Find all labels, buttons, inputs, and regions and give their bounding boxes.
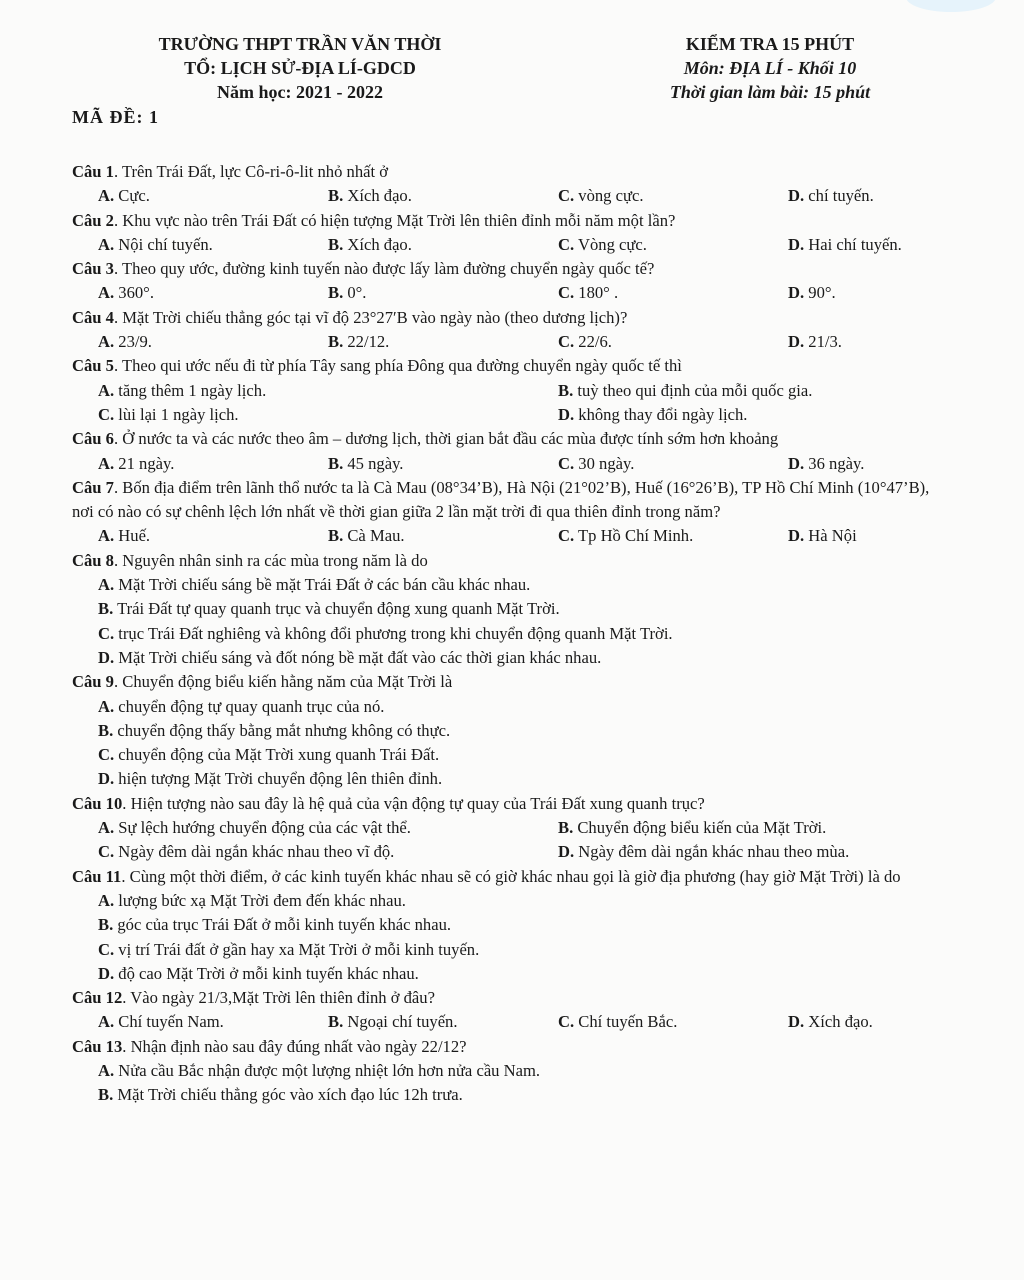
option-text: vị trí Trái đất ở gần hay xa Mặt Trời ở mỗi kinh tuyến. — [114, 939, 480, 959]
question-stem — [72, 670, 952, 694]
exam-duration: Thời gian làm bài: 15 phút — [669, 82, 871, 102]
option-key: A. — [98, 575, 115, 595]
option-key: D. — [558, 404, 575, 424]
question-number: Câu 7 — [72, 477, 114, 497]
option-text: Tp Hồ Chí Minh. — [574, 526, 694, 546]
option-key: C. — [98, 404, 115, 424]
option-key: B. — [328, 186, 344, 206]
option-text: 360°. — [114, 283, 154, 303]
option-key: B. — [328, 526, 344, 546]
corner-watermark — [906, 0, 996, 12]
answer-option[interactable] — [72, 743, 952, 767]
option-key: A. — [98, 234, 115, 254]
option-key: A. — [98, 696, 115, 716]
option-key: B. — [98, 915, 114, 935]
answer-option[interactable] — [98, 524, 150, 548]
question-stem — [72, 1035, 952, 1059]
question-number: Câu 2 — [72, 210, 114, 230]
answer-option[interactable] — [72, 646, 952, 670]
answer-option[interactable] — [328, 184, 412, 208]
answer-option[interactable] — [72, 1059, 952, 1083]
question-stem — [72, 986, 952, 1010]
question-stem — [72, 476, 952, 525]
option-text: độ cao Mặt Trời ở mỗi kinh tuyến khác nhau. — [114, 963, 419, 983]
answer-option[interactable] — [558, 281, 618, 305]
answer-option[interactable] — [72, 1083, 952, 1107]
option-key: B. — [98, 720, 114, 740]
answer-option[interactable] — [98, 184, 150, 208]
option-text: Chuyển động biểu kiến của Mặt Trời. — [573, 818, 827, 838]
exam-title: KIỂM TRA 15 PHÚT — [685, 34, 855, 54]
option-key: A. — [98, 526, 115, 546]
question-item — [72, 354, 952, 427]
school-year: Năm học: 2021 - 2022 — [217, 82, 383, 102]
option-text: Ngoại chí tuyến. — [343, 1012, 458, 1032]
question-text: . Bốn địa điểm trên lãnh thổ nước ta là Cà Mau (08°34’B), Hà Nội (21°02’B), Huế (16°26’B), TP Hồ Chí Minh (10°47’B), nơi có nào có sự chênh lệch lớn nhất về thời gian giữa 2 lần mặt trời đi qua thiên đỉnh trong năm? — [72, 477, 930, 522]
options-row — [72, 524, 952, 548]
answer-option[interactable] — [72, 573, 952, 597]
option-key: A. — [98, 332, 115, 352]
option-text: chuyển động tự quay quanh trục của nó. — [114, 696, 385, 716]
option-key: D. — [788, 453, 805, 473]
option-key: D. — [98, 963, 115, 983]
option-key: D. — [788, 283, 805, 303]
question-text: . Ở nước ta và các nước theo âm – dương lịch, thời gian bắt đầu các mùa được tính sớm hơn khoảng — [113, 429, 779, 449]
option-text: tuỳ theo qui định của mỗi quốc gia. — [573, 380, 813, 400]
option-text: 45 ngày. — [343, 453, 404, 473]
answer-option[interactable] — [72, 889, 952, 913]
question-number: Câu 5 — [72, 356, 114, 376]
option-key: C. — [558, 234, 575, 254]
answer-option[interactable] — [788, 1010, 873, 1034]
question-text: . Theo qui ước nếu đi từ phía Tây sang phía Đông qua đường chuyển ngày quốc tế thì — [113, 356, 682, 376]
option-text: tăng thêm 1 ngày lịch. — [114, 380, 267, 400]
option-key: C. — [558, 186, 575, 206]
options-row — [72, 184, 952, 208]
question-text: . Chuyển động biểu kiến hằng năm của Mặt Trời là — [113, 672, 453, 692]
option-text: lùi lại 1 ngày lịch. — [114, 404, 239, 424]
option-key: B. — [98, 1085, 114, 1105]
option-key: A. — [98, 1012, 115, 1032]
answer-option[interactable] — [328, 330, 389, 354]
exam-code: MÃ ĐỀ: 1 — [72, 107, 159, 127]
option-key: C. — [98, 842, 115, 862]
answer-option[interactable] — [72, 938, 952, 962]
answer-option[interactable] — [558, 816, 826, 840]
option-text: Xích đạo. — [343, 186, 412, 206]
option-key: D. — [558, 842, 575, 862]
option-key: B. — [328, 283, 344, 303]
answer-option[interactable] — [98, 1010, 224, 1034]
option-text: 36 ngày. — [804, 453, 865, 473]
options-row — [72, 281, 952, 305]
option-text: hiện tượng Mặt Trời chuyển động lên thiên đỉnh. — [114, 769, 443, 789]
option-key: B. — [328, 234, 344, 254]
question-text: . Trên Trái Đất, lực Cô-ri-ô-lit nhỏ nhất ở — [113, 162, 389, 181]
option-text: Hà Nội — [804, 526, 857, 546]
question-stem — [72, 865, 952, 889]
answer-option[interactable] — [788, 524, 857, 548]
option-key: C. — [558, 332, 575, 352]
question-item — [72, 257, 952, 306]
answer-option[interactable] — [788, 281, 836, 305]
answer-option[interactable] — [72, 767, 952, 791]
option-key: D. — [788, 332, 805, 352]
question-item — [72, 549, 952, 670]
question-stem — [72, 160, 952, 184]
options-row — [72, 1010, 952, 1034]
option-text: Chí tuyến Bắc. — [574, 1012, 678, 1032]
question-number: Câu 13 — [72, 1036, 123, 1056]
options-row — [72, 403, 952, 427]
question-item — [72, 306, 952, 355]
answer-option[interactable] — [72, 719, 952, 743]
option-key: D. — [98, 769, 115, 789]
question-item — [72, 427, 952, 476]
answer-option[interactable] — [98, 281, 154, 305]
option-key: B. — [98, 599, 114, 619]
option-text: Xích đạo. — [343, 234, 412, 254]
option-text: Trái Đất tự quay quanh trục và chuyển động xung quanh Mặt Trời. — [113, 599, 560, 619]
question-text: . Vào ngày 21/3,Mặt Trời lên thiên đỉnh ở đâu? — [122, 988, 435, 1008]
option-text: vòng cực. — [574, 186, 644, 206]
option-key: A. — [98, 283, 115, 303]
exam-subject: Môn: ĐỊA LÍ - Khối 10 — [683, 58, 857, 78]
option-key: C. — [558, 283, 575, 303]
option-text: góc của trục Trái Đất ở mỗi kinh tuyến khác nhau. — [113, 915, 452, 935]
answer-option[interactable] — [72, 622, 952, 646]
question-number: Câu 1 — [72, 162, 114, 181]
school-name: TRƯỜNG THPT TRẦN VĂN THỜI — [158, 34, 442, 54]
option-text: 21/3. — [804, 332, 842, 352]
question-stem — [72, 549, 952, 573]
question-number: Câu 12 — [72, 988, 123, 1008]
answer-option[interactable] — [72, 913, 952, 937]
option-text: Mặt Trời chiếu sáng bề mặt Trái Đất ở các bán cầu khác nhau. — [114, 575, 531, 595]
option-text: Huế. — [114, 526, 151, 546]
question-number: Câu 10 — [72, 793, 123, 813]
question-text: . Khu vực nào trên Trái Đất có hiện tượng Mặt Trời lên thiên đỉnh mỗi năm một lần? — [113, 210, 676, 230]
option-text: Chí tuyến Nam. — [114, 1012, 224, 1032]
option-text: trục Trái Đất nghiêng và không đổi phương trong khi chuyển động quanh Mặt Trời. — [114, 623, 673, 643]
option-text: Mặt Trời chiếu thẳng góc vào xích đạo lúc 12h trưa. — [113, 1085, 463, 1105]
option-key: B. — [328, 453, 344, 473]
option-key: B. — [558, 380, 574, 400]
answer-option[interactable] — [98, 816, 411, 840]
answer-option[interactable] — [788, 330, 842, 354]
exam-header — [620, 32, 920, 104]
question-stem — [72, 354, 952, 378]
option-text: Hai chí tuyến. — [804, 234, 902, 254]
question-item — [72, 986, 952, 1035]
options-row — [72, 452, 952, 476]
option-key: D. — [788, 526, 805, 546]
answer-option[interactable] — [98, 233, 213, 257]
answer-option[interactable] — [558, 184, 644, 208]
option-key: C. — [558, 1012, 575, 1032]
options-row — [72, 379, 952, 403]
answer-option[interactable] — [558, 524, 693, 548]
answer-option[interactable] — [558, 840, 849, 864]
option-text: Mặt Trời chiếu sáng và đốt nóng bề mặt đất vào các thời gian khác nhau. — [114, 647, 602, 667]
option-key: C. — [98, 745, 115, 765]
options-row — [72, 840, 952, 864]
option-key: C. — [558, 453, 575, 473]
answer-option[interactable] — [788, 233, 902, 257]
question-text: . Nguyên nhân sinh ra các mùa trong năm là do — [113, 550, 428, 570]
option-key: A. — [98, 890, 115, 910]
question-item — [72, 1035, 952, 1108]
question-stem — [72, 257, 952, 281]
answer-option[interactable] — [558, 403, 747, 427]
answer-option[interactable] — [328, 452, 403, 476]
option-key: C. — [98, 623, 115, 643]
answer-option[interactable] — [72, 962, 952, 986]
option-text: Vòng cực. — [574, 234, 647, 254]
answer-option[interactable] — [98, 330, 152, 354]
option-text: 180° . — [574, 283, 619, 303]
answer-option[interactable] — [72, 597, 952, 621]
option-key: A. — [98, 1060, 115, 1080]
option-text: 22/6. — [574, 332, 612, 352]
option-key: A. — [98, 186, 115, 206]
answer-option[interactable] — [788, 184, 874, 208]
answer-option[interactable] — [558, 233, 647, 257]
question-item — [72, 865, 952, 986]
question-text: . Mặt Trời chiếu thẳng góc tại vĩ độ 23°27ʹB vào ngày nào (theo dương lịch)? — [113, 307, 628, 327]
option-text: 0°. — [343, 283, 367, 303]
option-text: Nửa cầu Bắc nhận được một lượng nhiệt lớn hơn nửa cầu Nam. — [114, 1060, 541, 1080]
option-text: Ngày đêm dài ngắn khác nhau theo mùa. — [574, 842, 850, 862]
answer-option[interactable] — [788, 452, 864, 476]
question-text: . Hiện tượng nào sau đây là hệ quả của vận động tự quay của Trái Đất xung quanh trục? — [122, 793, 705, 813]
option-key: A. — [98, 818, 115, 838]
option-text: 90°. — [804, 283, 836, 303]
option-text: 21 ngày. — [114, 453, 175, 473]
question-item — [72, 209, 952, 258]
answer-option[interactable] — [72, 695, 952, 719]
option-key: C. — [558, 526, 575, 546]
question-item — [72, 670, 952, 791]
question-list — [72, 160, 952, 1108]
question-number: Câu 4 — [72, 307, 114, 327]
option-text: Xích đạo. — [804, 1012, 873, 1032]
answer-option[interactable] — [328, 233, 412, 257]
answer-option[interactable] — [328, 1010, 458, 1034]
answer-option[interactable] — [98, 452, 174, 476]
option-text: Cà Mau. — [343, 526, 405, 546]
option-text: chuyển động của Mặt Trời xung quanh Trái Đất. — [114, 745, 440, 765]
options-row — [72, 330, 952, 354]
answer-option[interactable] — [98, 403, 239, 427]
question-text: . Nhận định nào sau đây đúng nhất vào ngày 22/12? — [122, 1036, 467, 1056]
option-key: B. — [328, 1012, 344, 1032]
answer-option[interactable] — [98, 379, 266, 403]
answer-option[interactable] — [328, 524, 405, 548]
question-item — [72, 792, 952, 865]
options-row — [72, 816, 952, 840]
department-name: TỔ: LỊCH SỬ-ĐỊA LÍ-GDCD — [184, 58, 416, 78]
question-text: . Cùng một thời điểm, ở các kinh tuyến khác nhau sẽ có giờ khác nhau gọi là giờ địa phương (hay giờ Mặt Trời) là do — [121, 866, 901, 886]
option-key: D. — [788, 186, 805, 206]
question-stem — [72, 792, 952, 816]
option-key: B. — [328, 332, 344, 352]
option-text: không thay đổi ngày lịch. — [574, 404, 748, 424]
answer-option[interactable] — [558, 1010, 677, 1034]
option-key: A. — [98, 380, 115, 400]
option-key: D. — [788, 234, 805, 254]
question-number: Câu 8 — [72, 550, 114, 570]
question-stem — [72, 209, 952, 233]
option-text: 30 ngày. — [574, 453, 635, 473]
option-key: C. — [98, 939, 115, 959]
answer-option[interactable] — [98, 840, 394, 864]
answer-option[interactable] — [558, 330, 612, 354]
question-stem — [72, 427, 952, 451]
option-key: D. — [98, 647, 115, 667]
question-stem — [72, 306, 952, 330]
question-number: Câu 11 — [72, 866, 122, 886]
option-text: Cực. — [114, 186, 150, 206]
answer-option[interactable] — [328, 281, 366, 305]
option-text: chuyển động thấy bằng mắt nhưng không có thực. — [113, 720, 451, 740]
option-text: 23/9. — [114, 332, 152, 352]
option-key: B. — [558, 818, 574, 838]
option-text: Sự lệch hướng chuyển động của các vật thể. — [114, 818, 411, 838]
question-number: Câu 9 — [72, 672, 114, 692]
school-header — [110, 32, 490, 104]
question-text: . Theo quy ước, đường kinh tuyến nào được lấy làm đường chuyển ngày quốc tế? — [113, 259, 655, 279]
question-item — [72, 476, 952, 549]
option-key: A. — [98, 453, 115, 473]
question-number: Câu 6 — [72, 429, 114, 449]
option-key: D. — [788, 1012, 805, 1032]
option-text: Ngày đêm dài ngắn khác nhau theo vĩ độ. — [114, 842, 395, 862]
question-item — [72, 160, 952, 209]
option-text: chí tuyến. — [804, 186, 874, 206]
answer-option[interactable] — [558, 452, 634, 476]
option-text: 22/12. — [343, 332, 390, 352]
question-number: Câu 3 — [72, 259, 114, 279]
answer-option[interactable] — [558, 379, 812, 403]
options-row — [72, 233, 952, 257]
option-text: lượng bức xạ Mặt Trời đem đến khác nhau. — [114, 890, 406, 910]
option-text: Nội chí tuyến. — [114, 234, 213, 254]
